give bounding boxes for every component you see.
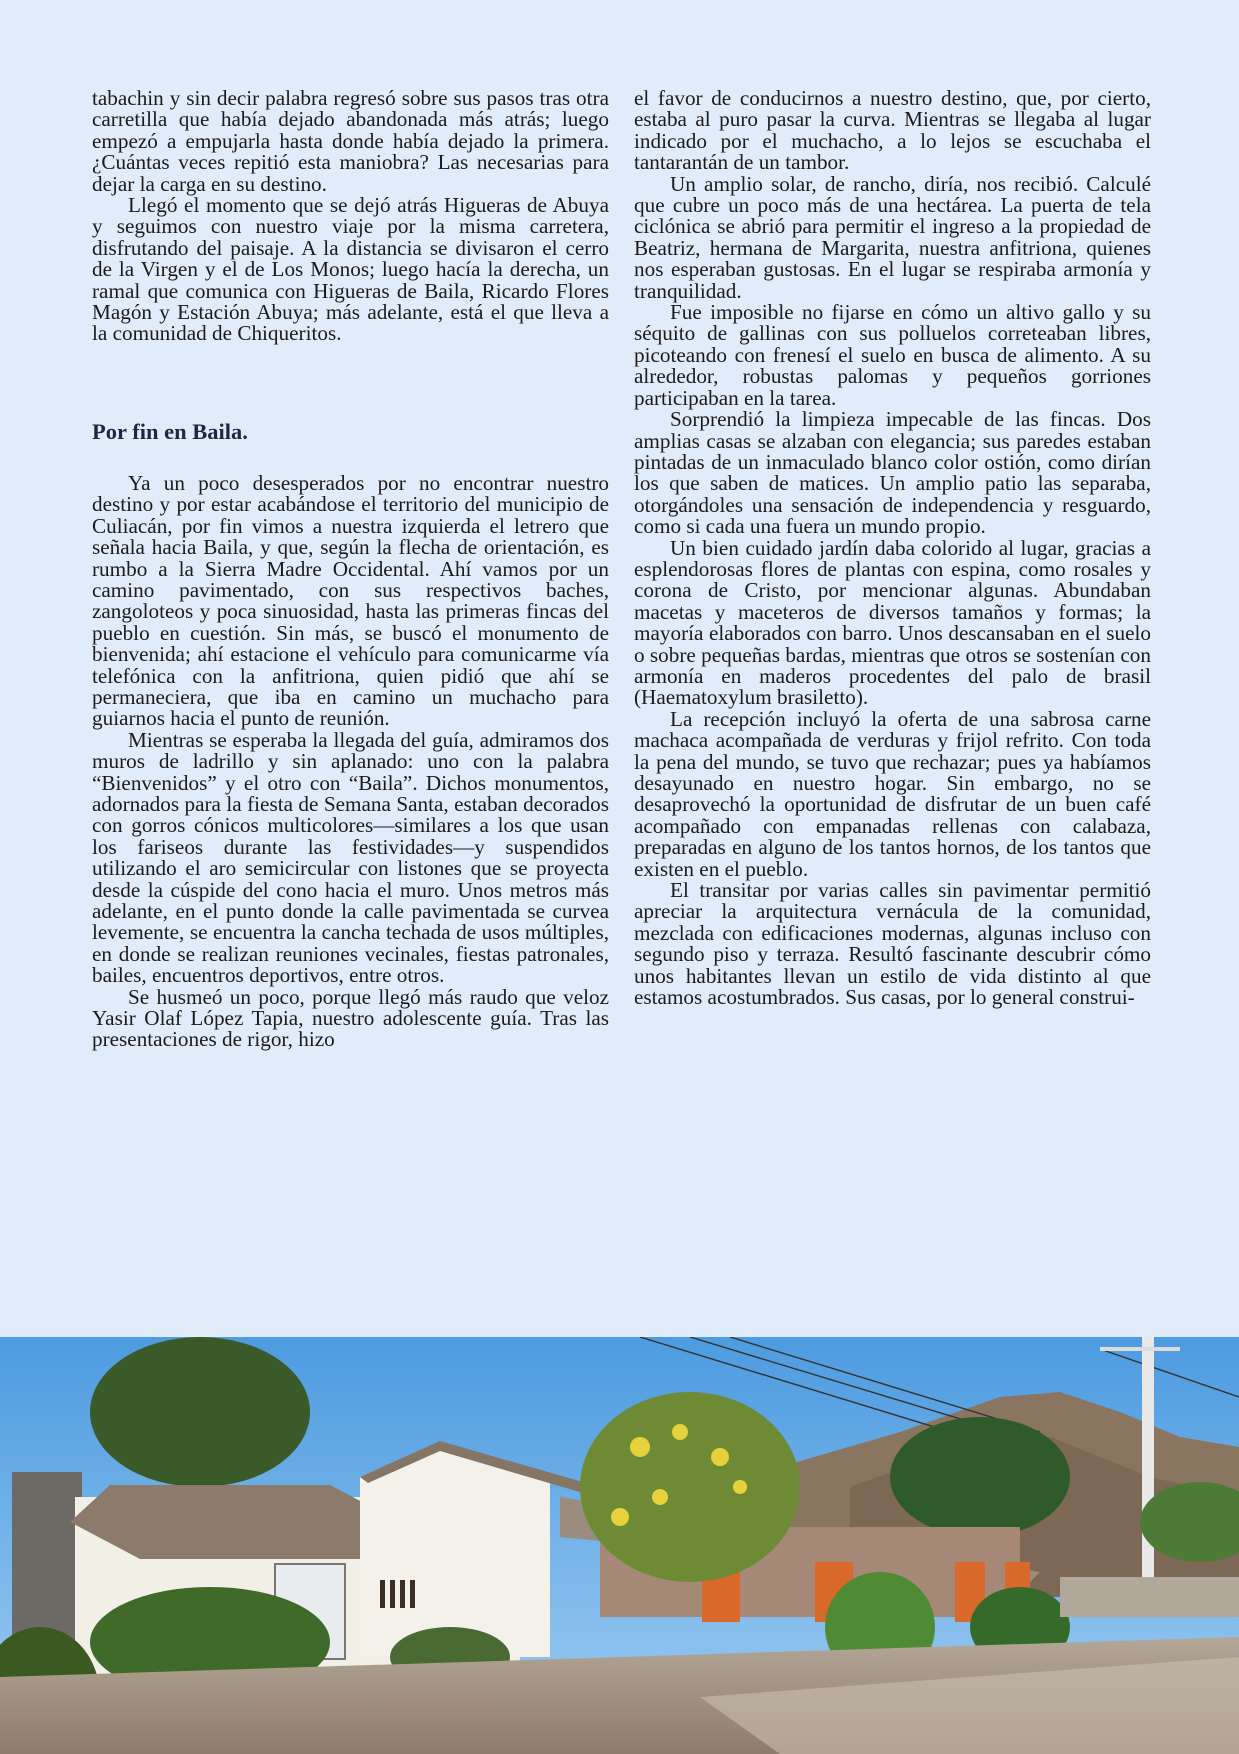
paragraph: Se husmeó un poco, porque llegó más raudo que veloz Yasir Olaf López Tapia, nuestro adolescente guía. Tras las presentaciones de rigor, hizo <box>92 984 609 1052</box>
photo-illustration <box>0 1337 1239 1754</box>
section-heading: Por fin en Baila. <box>92 418 248 444</box>
paragraph: tabachin y sin decir palabra regresó sobre sus pasos tras otra carretilla que había dejado abandonada más atrás; luego empezó a empujarla hasta donde había dejado la primera. ¿Cuántas veces repitió esta maniobra? Las necesarias para dejar la carga en su destino. <box>92 86 609 196</box>
house-gable <box>360 1445 550 1657</box>
tree-background-mid <box>890 1417 1070 1537</box>
paragraph: Un amplio solar, de rancho, diría, nos recibió. Calculé que cubre un poco más de una hectárea. La puerta de tela ciclónica se abrió para permitir el ingreso a la propiedad de Beatriz, hermana de Margarita, nuestra anfitriona, quienes nos esperaban gustosas. En el lugar se respiraba armonía y tranquilidad. <box>634 171 1151 303</box>
fence <box>1060 1577 1239 1617</box>
utility-pole <box>1142 1337 1154 1597</box>
left-text-column <box>92 88 609 1051</box>
paragraph: La recepción incluyó la oferta de una sabrosa carne machaca acompañada de verduras y frijol refrito. Con toda la pena del mundo, se tuvo que rechazar; pues ya habíamos desayunado en nuestro hogar. Sin embargo, no se desaprovechó la oportunidad de disfrutar de un buen café acompañado con empanadas rellenas con calabaza, preparadas en alguno de los tantos hornos, de los tantos que existen en el pueblo. <box>634 706 1151 881</box>
paragraph: Un bien cuidado jardín daba colorido al lugar, gracias a esplendorosas flores de plantas con espina, como rosales y corona de Cristo, por mencionar algunas. Abundaban macetas y maceteros de diversos tamaños y formas; la mayoría elaborados con barro. Unos descansaban en el suelo o sobre pequeñas bardas, mientras que otros se sostenían con armonía en maderos procedentes del palo de brasil (Haematoxylum brasiletto). <box>634 535 1151 710</box>
paragraph: el favor de conducirnos a nuestro destino, que, por cierto, estaba al puro pasar la curva. Mientras se llegaba al lugar indicado por el muchacho, a lo lejos se escuchaba el tantarantán de un tambor. <box>634 86 1151 175</box>
tree-background-left <box>90 1337 310 1487</box>
paragraph: Ya un poco desesperados por no encontrar nuestro destino y por estar acabándose el territorio del municipio de Culiacán, por fin vimos a nuestra izquierda el letrero que señala hacia Baila, y que, según la flecha de orientación, es rumbo a la Sierra Madre Occidental. Ahí vamos por un camino pavimentado, con sus respectivos baches, zangoloteos y poca sinuosidad, hasta las primeras fincas del pueblo en cuestión. Sin más, se buscó el monumento de bienvenida; ahí estacione el vehículo para comunicarme vía telefónica con la anfitriona, quien pidió que ahí se permaneciera, que iba en camino un muchacho para guiarnos hacia el punto de reunión. <box>92 470 609 731</box>
pole-crossarm <box>1100 1347 1180 1351</box>
paragraph: Sorprendió la limpieza impecable de las fincas. Dos amplias casas se alzaban con elegancia; sus paredes estaban pintadas de un inmaculado blanco color ostión, como dirían los que saben de matices. Un amplio patio las separaba, otorgándoles una sensación de independencia y resguardo, como si cada una fuera un mundo propio. <box>634 407 1151 539</box>
tree-yellow-flowering <box>580 1392 800 1582</box>
paragraph: Fue imposible no fijarse en cómo un altivo gallo y su séquito de gallinas con sus polluelos correteaban libres, picoteando con frenesí el suelo en busca de alimento. A su alrededor, robustas palomas y pequeños gorriones participaban en la tarea. <box>634 300 1151 410</box>
paragraph: Llegó el momento que se dejó atrás Higueras de Abuya y seguimos con nuestro viaje por la misma carretera, disfrutando del paisaje. A la distancia se divisaron el cerro de la Virgen y el de Los Monos; luego hacía la derecha, un ramal que comunica con Higueras de Baila, Ricardo Flores Magón y Estación Abuya; más adelante, está el que lleva a la comunidad de Chiqueritos. <box>92 193 609 346</box>
village-houses-photo <box>0 1337 1239 1754</box>
paragraph: El transitar por varias calles sin pavimentar permitió apreciar la arquitectura vernácula de la comunidad, mezclada con edificaciones modernas, algunas incluso con segundo piso y terraza. Resultó fascinante descubrir cómo unos habitantes llevan un estilo de vida distinto al que estamos acostumbrados. Sus casas, por lo general construi- <box>634 878 1151 1010</box>
right-text-column <box>634 88 1151 1008</box>
paragraph: Mientras se esperaba la llegada del guía, admiramos dos muros de ladrillo y sin aplanado: uno con la palabra “Bienvenidos” y el otro con “Baila”. Dichos monumentos, adornados para la fiesta de Semana Santa, estaban decorados con gorros cónicos multicolores—similares a los que usan los fariseos durante las festividades—y suspendidos utilizando el aro semicircular con listones que se proyecta desde la cúspide del cono hacia el muro. Unos metros más adelante, en el punto donde la calle pavimentada se curvea levemente, se encuentra la cancha techada de usos múltiples, en donde se realizan reuniones vecinales, fiestas patronales, bailes, encuentros deportivos, entre otros. <box>92 727 609 988</box>
